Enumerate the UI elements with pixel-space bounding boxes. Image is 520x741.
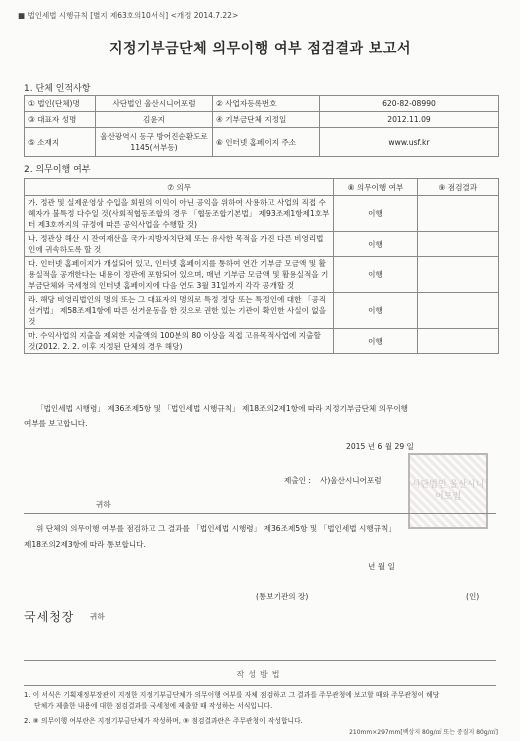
table-row	[25, 232, 499, 257]
organization-seal-stamp: 사단법인 울산시니어포럼	[408, 453, 488, 529]
notifying-authority: (통보기관의 장)	[256, 592, 309, 601]
table-row	[25, 293, 499, 329]
obligation-text: 다. 인터넷 홈페이지가 개설되어 있고, 인터넷 홈페이지를 통하여 연간 기부금 모금액 및 활용실적을 공개한다는 내용이 정관에 포함되어 있으며, 매년 기부금 모금액 및 활용실적을 기부금단체와 국세청의 인터넷 홈페이지에 다음 연도 3월 31일까지 각각 공개할 것	[25, 257, 334, 293]
fulfillment-status: 이행	[334, 293, 417, 329]
notice-recipient-suffix: 귀하	[90, 612, 105, 621]
table-header-row	[25, 179, 499, 196]
paper-spec-footer: 210mm×297mm[백상지 80g/㎡ 또는 중질지 80g/㎡]	[349, 729, 498, 736]
value-homepage: www.usf.kr	[320, 128, 499, 157]
guide-note-1-cont: 단체가 제출한 내용에 대한 점검결과를 국세청에 제출할 때 작성하는 서식입니다.	[34, 702, 273, 710]
report-text-line1: 「법인세법 시행령」 제36조제5항 및 「법인세법 시행규칙」 제18조의2제1항에 따라 지정기부금단체 의무이행	[36, 404, 409, 413]
submitter-name: 사)울산시니어포럼	[320, 476, 382, 485]
fulfillment-status: 이행	[334, 329, 417, 354]
submitter-label: 제출인 :	[284, 476, 311, 485]
label-org-name: ① 법인(단체)명	[25, 96, 96, 112]
value-designation-date: 2012.11.09	[320, 112, 499, 128]
table-row	[25, 112, 499, 128]
section-title-obligations: 2. 의무이행 여부	[24, 165, 91, 175]
check-result	[417, 257, 498, 293]
guide-note-2: 2. ⑧ 의무이행 여부란은 지정기부금단체가 작성하며, ⑨ 점검결과란은 주무관청이 작성합니다.	[24, 717, 303, 725]
authority-seal: (인)	[466, 592, 480, 601]
value-address: 울산광역시 동구 방어진순환도로 1145(서부동)	[96, 128, 213, 157]
form-header: ■ 법인세법 시행규칙 [별지 제63호의10서식] <개정 2014.7.22>	[18, 11, 239, 20]
guide-note-1: 1. 이 서식은 기획재정부장관이 지정한 지정기부금단체가 의무이행 여부를 자체 점검하고 그 결과를 주무관청에 보고할 때와 주무관청이 해당	[24, 691, 440, 699]
notice-date: 년 월 일	[368, 562, 395, 571]
check-result	[417, 293, 498, 329]
section-title-info: 1. 단체 인적사항	[24, 84, 91, 94]
table-row	[25, 196, 499, 232]
table-row	[25, 128, 499, 157]
header-fulfillment: ⑧ 의무이행 여부	[334, 179, 417, 196]
label-representative: ③ 대표자 성명	[25, 112, 96, 128]
check-result	[417, 232, 498, 257]
value-org-name: 사단법인 울산시니어포럼	[96, 96, 213, 112]
report-text-line2: 여부를 보고합니다.	[24, 419, 88, 428]
label-designation-date: ④ 기부금단체 지정일	[213, 112, 320, 128]
table-row	[25, 257, 499, 293]
label-address: ⑤ 소재지	[25, 128, 96, 157]
notice-text-line1: 위 단체의 의무이행 여부를 점검하고 그 결과를 「법인세법 시행령」 제36조제5항 및 「법인세법 시행규칙」	[36, 524, 396, 533]
table-row	[25, 329, 499, 354]
info-table	[24, 95, 499, 157]
report-recipient: 귀하	[96, 500, 111, 509]
fulfillment-status: 이행	[334, 196, 417, 232]
notice-recipient: 국세청장	[24, 610, 75, 624]
writing-guide-title: 작성방법	[236, 670, 284, 679]
report-date: 2015 년 6 월 29 일	[346, 442, 414, 451]
obligation-text: 나. 정관상 해산 시 잔여재산을 국가·지방자치단체 또는 유사한 목적을 가진 다른 비영리법인에 귀속하도록 할 것	[25, 232, 334, 257]
header-result: ⑨ 점검결과	[417, 179, 498, 196]
check-result	[417, 329, 498, 354]
label-business-number: ② 사업자등록번호	[213, 96, 320, 112]
fulfillment-status: 이행	[334, 232, 417, 257]
obligation-table	[24, 178, 499, 354]
section-divider	[24, 513, 496, 514]
page-title: 지정기부금단체 의무이행 여부 점검결과 보고서	[109, 41, 411, 57]
table-row	[25, 96, 499, 112]
label-homepage: ⑥ 인터넷 홈페이지 주소	[213, 128, 320, 157]
check-result	[417, 196, 498, 232]
value-representative: 김윤지	[96, 112, 213, 128]
obligation-text: 마. 수익사업의 지출을 제외한 지출액의 100분의 80 이상을 직접 고유목적사업에 지출할 것(2012. 2. 2. 이후 지정된 단체의 경우 해당)	[25, 329, 334, 354]
header-obligation: ⑦ 의무	[25, 179, 334, 196]
value-business-number: 620-82-08990	[320, 96, 499, 112]
obligation-text: 가. 정관 및 실제운영상 수입을 회원의 이익이 아닌 공익을 위하여 사용하고 사업의 직접 수혜자가 불특정 다수일 것(사회적협동조합의 경우 「협동조합기본법」 제93조제1항제1호부터 제3호까지의 규정에 따른 공익사업을 수행할 것)	[25, 196, 334, 232]
fulfillment-status: 이행	[334, 257, 417, 293]
obligation-text: 라. 해당 비영리법인의 명의 또는 그 대표자의 명의로 특정 정당 또는 특정인에 대한 「공직선거법」 제58조제1항에 따른 선거운동을 한 것으로 권한 있는 기관이 확인한 사실이 없을 것	[25, 293, 334, 329]
notice-text-line2: 제18조의2제3항에 따라 통보합니다.	[24, 540, 146, 549]
guide-divider	[24, 685, 496, 686]
